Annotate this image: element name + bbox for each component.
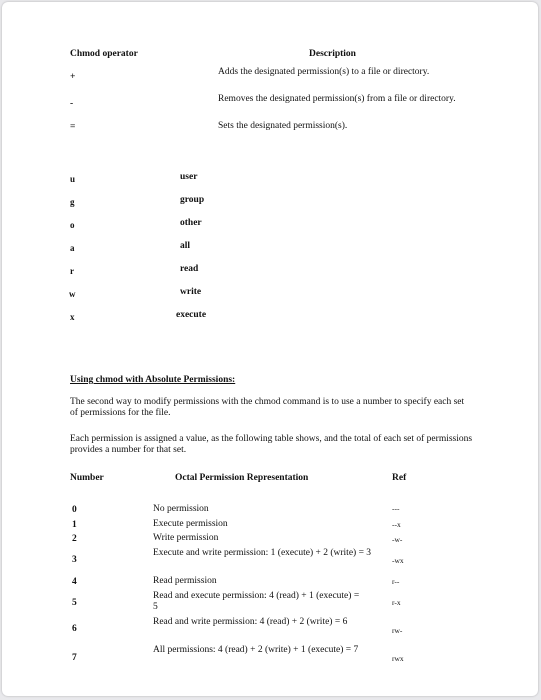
ref-6: rw- — [392, 626, 403, 635]
desc-7: All permissions: 4 (read) + 2 (write) + 1 (execute) = 7 — [153, 645, 359, 655]
desc-0: No permission — [153, 504, 209, 514]
desc-2: Write permission — [153, 533, 219, 543]
letter-o: o — [70, 220, 75, 230]
operator-equals: = — [70, 122, 76, 132]
number-4: 4 — [72, 577, 77, 587]
section-heading: Using chmod with Absolute Permissions: — [70, 375, 236, 385]
letter-w: w — [69, 289, 76, 299]
header-number: Number — [70, 473, 104, 483]
number-7: 7 — [72, 653, 77, 663]
document-page — [2, 2, 538, 696]
number-3: 3 — [72, 555, 77, 565]
operator-equals-description: Sets the designated permission(s). — [218, 121, 348, 131]
letter-r: r — [70, 266, 74, 276]
operator-minus: - — [70, 99, 74, 109]
meaning-group: group — [180, 195, 205, 205]
number-6: 6 — [72, 624, 77, 634]
ref-3: -wx — [392, 556, 404, 565]
letter-u: u — [70, 174, 76, 184]
number-2: 2 — [72, 534, 77, 544]
meaning-other: other — [180, 218, 202, 228]
ref-1: --x — [392, 520, 401, 529]
desc-5: Read and execute permission: 4 (read) + 1 (execute) = 5 — [153, 591, 360, 612]
header-description: Description — [309, 49, 356, 59]
meaning-execute: execute — [176, 310, 207, 320]
operator-minus-description: Removes the designated permission(s) from a file or directory. — [218, 94, 456, 104]
ref-4: r-- — [392, 577, 400, 586]
meaning-read: read — [180, 264, 199, 274]
desc-3: Execute and write permission: 1 (execute) + 2 (write) = 3 — [153, 548, 372, 558]
header-octal: Octal Permission Representation — [175, 473, 309, 483]
ref-0: --- — [392, 504, 400, 513]
letter-x: x — [70, 312, 75, 322]
meaning-write: write — [180, 287, 202, 297]
paragraph-permission-values: Each permission is assigned a value, as the following table shows, and the total of each set of permissions provides a number for that set. — [70, 434, 473, 455]
header-ref: Ref — [392, 473, 407, 483]
ref-5: r-x — [392, 598, 401, 607]
number-0: 0 — [72, 505, 77, 515]
desc-6: Read and write permission: 4 (read) + 2 (write) = 6 — [153, 617, 348, 627]
number-1: 1 — [72, 520, 77, 530]
letter-g: g — [70, 197, 75, 207]
ref-2: -w- — [392, 535, 403, 544]
desc-1: Execute permission — [153, 519, 228, 529]
meaning-user: user — [180, 172, 198, 182]
paragraph-second-way: The second way to modify permissions with the chmod command is to use a number to specify each set of permissions for the file. — [70, 397, 465, 418]
letter-a: a — [70, 243, 75, 253]
ref-7: rwx — [392, 654, 404, 663]
meaning-all: all — [180, 241, 191, 251]
operator-plus: + — [70, 72, 76, 82]
operator-plus-description: Adds the designated permission(s) to a file or directory. — [218, 67, 430, 77]
header-chmod-operator: Chmod operator — [70, 49, 138, 59]
number-5: 5 — [72, 598, 77, 608]
desc-4: Read permission — [153, 576, 217, 586]
